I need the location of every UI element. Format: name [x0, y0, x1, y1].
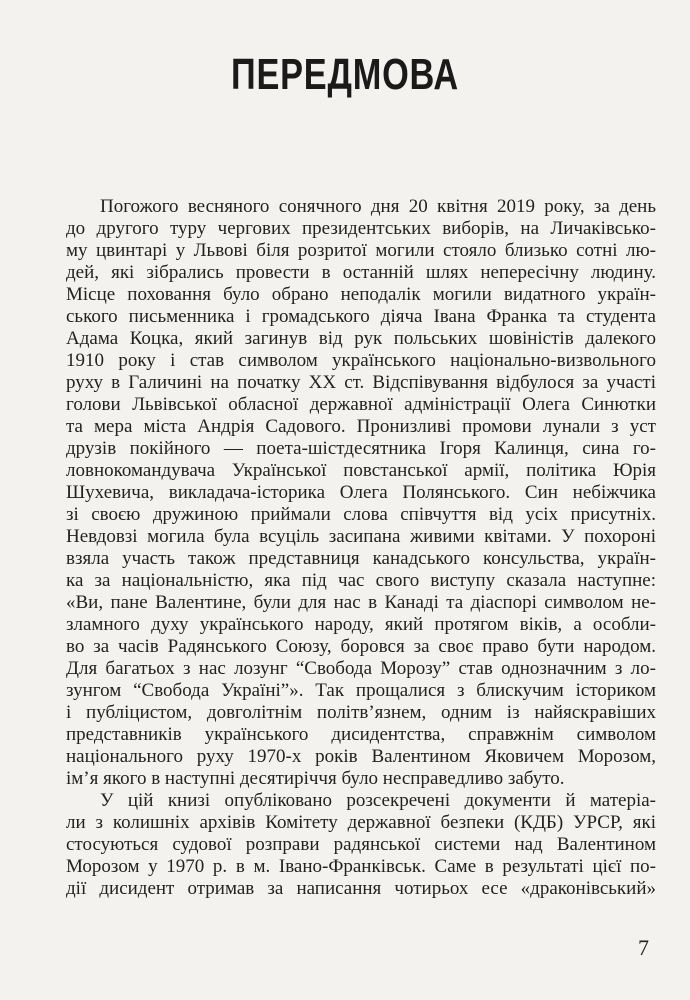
page-number: 7 [638, 935, 649, 960]
text-line: представників українського дисидентства, справжнім символом [66, 724, 656, 745]
text-line: «Ви, пане Валентине, були для нас в Канаді та діаспорі символом не- [66, 592, 656, 613]
text-line: У цій книзі опубліковано розсекречені документи й матеріа- [100, 790, 656, 811]
text-line: Для багатьох з нас лозунг “Свобода Морозу” став однозначним з ло- [66, 658, 656, 679]
text-line: і публіцистом, довголітнім політв’язнем, одним із найяскравіших [66, 702, 656, 723]
text-line: Адама Коцка, який загинув від рук польських шовіністів далекого [66, 328, 656, 349]
text-line: зламного духу українського народу, який протягом віків, а особли- [66, 614, 656, 635]
text-line: Морозом у 1970 р. в м. Івано-Франківськ. Саме в результаті цієї по- [66, 856, 656, 877]
page-title: ПЕРЕДМОВА [231, 50, 459, 99]
text-line: во за часів Радянського Союзу, боровся за своє право бути народом. [66, 636, 656, 657]
body-text [66, 196, 656, 900]
text-line: Шухевича, викладача-історика Олега Полянського. Син небіжчика [66, 482, 656, 503]
paragraph [66, 790, 656, 900]
text-line: стосуються судової розправи радянської системи над Валентином [66, 834, 656, 855]
paragraph [66, 196, 656, 790]
text-line: та мера міста Андрія Садового. Пронизливі промови лунали з уст [66, 416, 656, 437]
text-line: зі своєю дружиною приймали слова співчуття від усіх присутніх. [66, 504, 656, 525]
text-line: зунгом “Свобода Україні”». Так прощалися з блискучим істориком [66, 680, 656, 701]
text-line: ського письменника і громадського діяча Івана Франка та студента [66, 306, 656, 327]
text-line: національного руху 1970-х років Валентином Яковичем Морозом, [66, 746, 656, 767]
text-line: ловнокомандувача Української повстанської армії, політика Юрія [66, 460, 656, 481]
text-line: руху в Галичині на початку XX ст. Відспівування відбулося за участі [66, 372, 656, 393]
text-line: до другого туру чергових президентських виборів, на Личаківсько- [66, 218, 656, 239]
text-line: дей, які зібрались провести в останній шлях непересічну людину. [66, 262, 656, 283]
text-line: дії дисидент отримав за написання чотирьох есе «драконівський» [66, 878, 656, 899]
text-line: Погожого весняного сонячного дня 20 квітня 2019 року, за день [100, 196, 656, 217]
text-line: голови Львівської обласної державної адміністрації Олега Синютки [66, 394, 656, 415]
text-line: 1910 року і став символом українського національно-визвольного [66, 350, 656, 371]
text-line: друзів покійного — поета-шістдесятника Ігоря Калинця, сина го- [66, 438, 656, 459]
text-line: взяла участь також представниця канадського консульства, україн- [66, 548, 656, 569]
text-line: ім’я якого в наступні десятиріччя було несправедливо забуто. [66, 768, 565, 789]
text-line: му цвинтарі у Львові біля розритої могили стояло близько сотні лю- [66, 240, 656, 261]
text-line: ка за національністю, яка під час свого виступу сказала наступне: [66, 570, 656, 591]
text-line: ли з колишніх архівів Комітету державної безпеки (КДБ) УРСР, які [66, 812, 656, 833]
text-line: Невдовзі могила була всуціль засипана живими квітами. У похороні [66, 526, 656, 547]
text-line: Місце поховання було обрано неподалік могили видатного україн- [66, 284, 656, 305]
